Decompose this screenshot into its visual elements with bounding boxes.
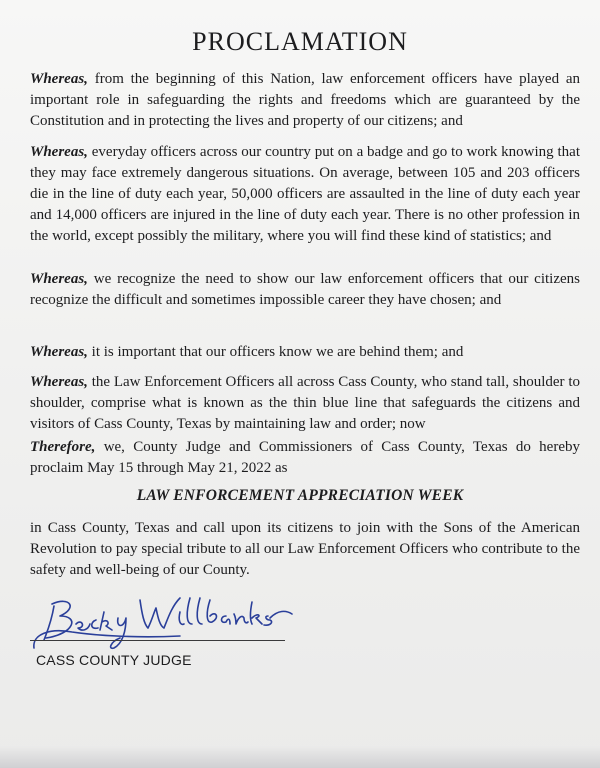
paragraph-lead: Therefore, xyxy=(30,439,96,455)
paragraph-text: everyday officers across our country put on a badge and go to work knowing that they may face extremely dangerous situations. On average, between 105 and 203 officers die in the line of duty each year, 50,000 officers are assaulted in the line of duty each year and 14,000 officers are injured in the line of duty each year. There is no other profession in the world, except possibly the military, where you will find these kind of statistics; and xyxy=(30,144,581,244)
paragraph-whereas-2 xyxy=(30,142,580,247)
proclamation-heading: LAW ENFORCEMENT APPRECIATION WEEK xyxy=(136,487,464,504)
page-shadow xyxy=(0,746,600,768)
paragraph-whereas-1 xyxy=(30,69,580,132)
paragraph-lead: Whereas, xyxy=(30,144,88,160)
paragraph-text: it is important that our officers know we are behind them; and xyxy=(91,344,464,360)
paragraph-text: we recognize the need to show our law enforcement officers that our citizens recognize the difficult and sometimes impossible career they have chosen; and xyxy=(30,271,580,308)
paragraph-lead: Whereas, xyxy=(30,71,88,87)
paragraph-lead: Whereas, xyxy=(30,344,88,360)
signature-text: Becky Wilbanks xyxy=(30,588,37,589)
paragraph-text: from the beginning of this Nation, law enforcement officers have played an important role in safeguarding the rights and freedoms which are guaranteed by the Constitution and in protecting the lives and property of our citizens; and xyxy=(30,71,581,129)
paragraph-whereas-5 xyxy=(30,372,580,435)
paragraph-text: we, County Judge and Commissioners of Cass County, Texas do hereby proclaim May 15 through May 21, 2022 as xyxy=(30,439,580,476)
paragraph-text: the Law Enforcement Officers all across Cass County, who stand tall, shoulder to shoulder, comprise what is known as the thin blue line that safeguards the citizens and visitors of Cass County, Texas by maintaining law and order; now xyxy=(30,374,580,432)
paragraph-therefore xyxy=(30,437,580,479)
handwritten-signature xyxy=(30,588,300,658)
signer-title: CASS COUNTY JUDGE xyxy=(36,652,192,668)
paragraph-whereas-4 xyxy=(30,342,580,363)
paragraph-whereas-3 xyxy=(30,269,580,311)
paragraph-lead: Whereas, xyxy=(30,271,88,287)
closing-paragraph: in Cass County, Texas and call upon its citizens to join with the Sons of the American Revolution to pay special tribute to all our Law Enforcement Officers who contribute to the safety and well-being of our County. xyxy=(30,520,580,578)
document-title: PROCLAMATION xyxy=(192,27,408,56)
signature-line xyxy=(30,640,285,641)
paragraph-lead: Whereas, xyxy=(30,374,88,390)
